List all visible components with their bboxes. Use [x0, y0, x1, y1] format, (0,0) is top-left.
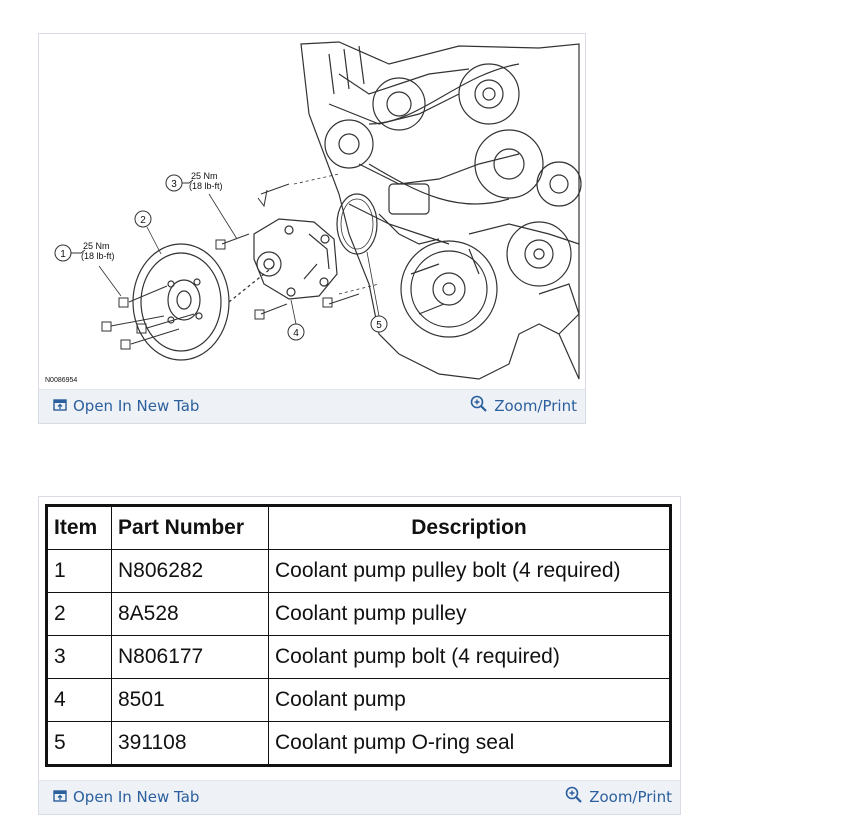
coolant-pump-diagram[interactable] [39, 34, 585, 390]
cell-part-number: N806282 [112, 550, 269, 593]
zoom-print-label: Zoom/Print [589, 788, 672, 806]
cell-item: 5 [47, 722, 112, 766]
table-footer [39, 780, 680, 814]
cell-part-number: 8A528 [112, 593, 269, 636]
callout-1-torque: 25 Nm [83, 241, 110, 251]
pulley-bolts-drawing [102, 286, 194, 349]
cell-part-number: N806177 [112, 636, 269, 679]
diagram-svg [39, 34, 585, 390]
table-row [47, 550, 671, 593]
cell-item: 1 [47, 550, 112, 593]
open-in-new-tab-label: Open In New Tab [73, 397, 200, 415]
cell-description: Coolant pump pulley bolt (4 required) [269, 550, 671, 593]
cell-item: 3 [47, 636, 112, 679]
cell-part-number: 8501 [112, 679, 269, 722]
o-ring-seal-drawing [337, 194, 377, 254]
callout-1-number: 1 [60, 249, 66, 260]
figure-code: N0086954 [45, 377, 78, 384]
open-in-new-tab-icon [53, 397, 67, 415]
header-part-number: Part Number [112, 506, 269, 550]
cell-description: Coolant pump pulley [269, 593, 671, 636]
zoom-in-icon [470, 395, 488, 417]
cell-description: Coolant pump bolt (4 required) [269, 636, 671, 679]
zoom-print-link[interactable] [565, 786, 672, 808]
parts-table [45, 504, 672, 767]
callout-3-torque-alt: (18 lb-ft) [189, 181, 223, 191]
callout-4-number: 4 [293, 328, 299, 339]
zoom-print-label: Zoom/Print [494, 397, 577, 415]
coolant-pump-drawing [254, 219, 337, 299]
header-description: Description [269, 506, 671, 550]
table-row [47, 722, 671, 766]
zoom-print-link[interactable] [470, 395, 577, 417]
diagram-footer [39, 389, 585, 423]
coolant-pump-pulley-drawing [133, 244, 274, 360]
cell-description: Coolant pump O-ring seal [269, 722, 671, 766]
callout-5-number: 5 [376, 320, 382, 331]
open-in-new-tab-label: Open In New Tab [73, 788, 200, 806]
table-row [47, 679, 671, 722]
zoom-in-icon [565, 786, 583, 808]
open-in-new-tab-link[interactable] [53, 397, 199, 415]
cell-description: Coolant pump [269, 679, 671, 722]
diagram-card [38, 33, 586, 424]
engine-drawing [301, 42, 581, 379]
header-item: Item [47, 506, 112, 550]
callout-3-number: 3 [171, 179, 177, 190]
cell-item: 4 [47, 679, 112, 722]
parts-table-card [38, 496, 681, 815]
cell-item: 2 [47, 593, 112, 636]
table-row [47, 636, 671, 679]
callout-2-number: 2 [140, 215, 146, 226]
cell-part-number: 391108 [112, 722, 269, 766]
open-in-new-tab-icon [53, 788, 67, 806]
table-header-row [47, 506, 671, 550]
table-row [47, 593, 671, 636]
callout-3-torque: 25 Nm [191, 171, 218, 181]
callout-1-torque-alt: (18 lb-ft) [81, 251, 115, 261]
open-in-new-tab-link[interactable] [53, 788, 199, 806]
